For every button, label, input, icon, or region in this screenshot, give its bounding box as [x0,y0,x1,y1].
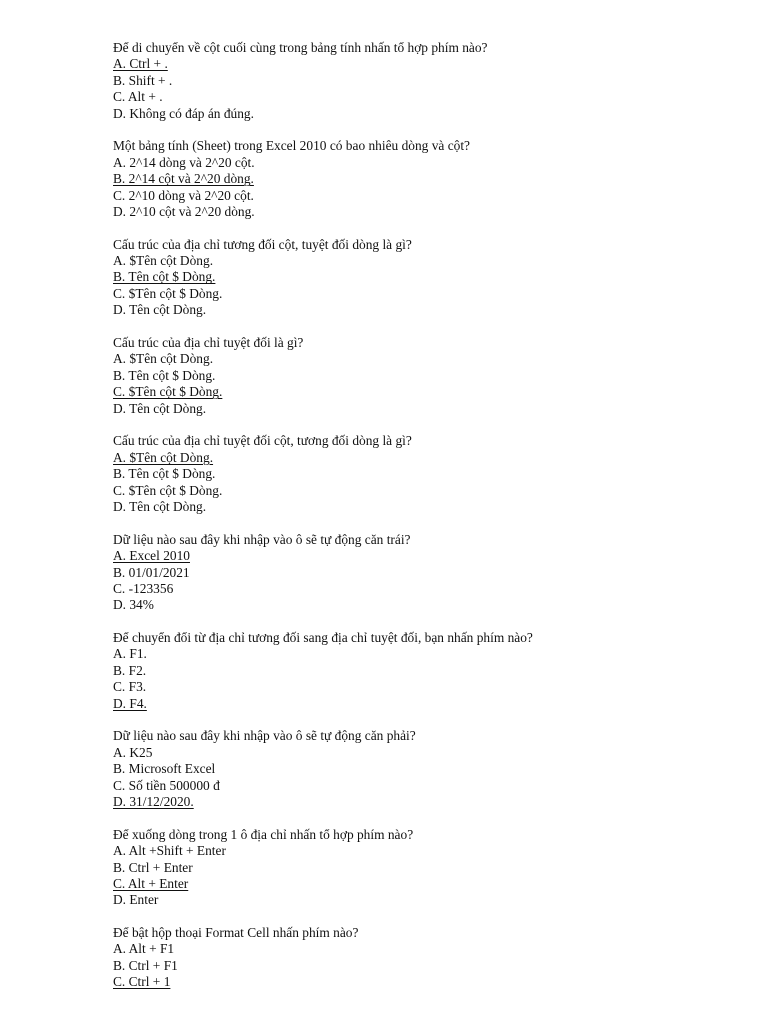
correct-answer-underline: C. Ctrl + 1 [113,974,171,990]
question-block [113,138,733,220]
answer-option: A. Alt +Shift + Enter [113,843,226,859]
question-text: Để di chuyển về cột cuối cùng trong bảng tính nhấn tổ hợp phím nào? [113,40,488,55]
answer-option-correct [113,794,733,810]
answer-option: C. Alt + . [113,89,163,105]
question-text: Cấu trúc của địa chỉ tuyệt đối cột, tương đối dòng là gì? [113,433,412,449]
correct-answer-underline: A. $Tên cột Dòng. [113,449,214,465]
question-text: Cấu trúc của địa chỉ tương đối cột, tuyệt đối dòng là gì? [113,236,412,252]
answer-option: A. Alt + F1 [113,941,175,957]
answer-option: A. $Tên cột Dòng. [113,253,214,269]
question-block [113,237,733,319]
answer-option: B. Microsoft Excel [113,761,216,777]
answer-option-correct [113,171,733,187]
correct-answer-underline: B. 2^14 cột và 2^20 dòng. [113,171,254,187]
correct-answer-underline: A. Ctrl + . [113,56,168,72]
answer-option: A. K25 [113,744,153,760]
question-text: Dữ liệu nào sau đây khi nhập vào ô sẽ tự động căn phải? [113,728,416,744]
answer-option-correct [113,56,733,72]
answer-option: B. Tên cột $ Dòng. [113,466,216,482]
answer-option-correct [113,696,733,712]
question-text: Dữ liệu nào sau đây khi nhập vào ô sẽ tự động căn trái? [113,531,411,547]
answer-option: A. F1. [113,646,147,662]
question-block [113,827,733,909]
answer-option-correct [113,384,733,400]
question-block [113,335,733,417]
question-block [113,925,733,991]
answer-option: D. 2^10 cột và 2^20 dòng. [113,203,255,219]
answer-option: C. 2^10 dòng và 2^20 cột. [113,187,254,203]
correct-answer-underline: D. F4. [113,695,147,711]
answer-option-correct [113,876,733,892]
correct-answer-underline: A. Excel 2010 [113,548,190,564]
answer-option-correct [113,450,733,466]
answer-option: B. 01/01/2021 [113,564,190,580]
correct-answer-underline: B. Tên cột $ Dòng. [113,269,216,285]
answer-option: C. $Tên cột $ Dòng. [113,482,223,498]
document-page [113,40,733,1007]
answer-option-correct [113,974,733,990]
question-text: Để xuống dòng trong 1 ô địa chỉ nhấn tổ hợp phím nào? [113,826,414,842]
correct-answer-underline: C. Alt + Enter [113,875,189,891]
question-text: Để chuyển đổi từ địa chỉ tương đối sang địa chỉ tuyệt đối, bạn nhấn phím nào? [113,630,533,646]
answer-option: C. $Tên cột $ Dòng. [113,285,223,301]
question-block [113,433,733,515]
answer-option: D. Tên cột Dòng. [113,498,207,514]
question-text: Một bảng tính (Sheet) trong Excel 2010 có bao nhiêu dòng và cột? [113,138,470,154]
question-block [113,728,733,810]
question-text: Để bật hộp thoại Format Cell nhấn phím nào? [113,925,359,941]
answer-option: B. Shift + . [113,72,173,88]
answer-option: D. 34% [113,597,154,613]
answer-option: B. Tên cột $ Dòng. [113,367,216,383]
answer-option: C. -123356 [113,580,174,596]
answer-option: B. Ctrl + Enter [113,859,193,875]
answer-option: B. Ctrl + F1 [113,957,178,973]
answer-option: D. Tên cột Dòng. [113,400,207,416]
answer-option: C. F3. [113,679,147,695]
question-block [113,40,733,122]
correct-answer-underline: D. 31/12/2020. [113,793,194,809]
answer-option: D. Tên cột Dòng. [113,302,207,318]
answer-option-correct [113,269,733,285]
answer-option: D. Không có đáp án đúng. [113,105,254,121]
question-block [113,630,733,712]
correct-answer-underline: C. $Tên cột $ Dòng. [113,384,223,400]
answer-option: C. Số tiền 500000 đ [113,777,220,793]
answer-option: A. 2^14 dòng và 2^20 cột. [113,154,255,170]
question-block [113,532,733,614]
answer-option: D. Enter [113,892,159,908]
answer-option: B. F2. [113,662,147,678]
question-text: Cấu trúc của địa chỉ tuyệt đối là gì? [113,335,304,351]
answer-option-correct [113,548,733,564]
answer-option: A. $Tên cột Dòng. [113,351,214,367]
